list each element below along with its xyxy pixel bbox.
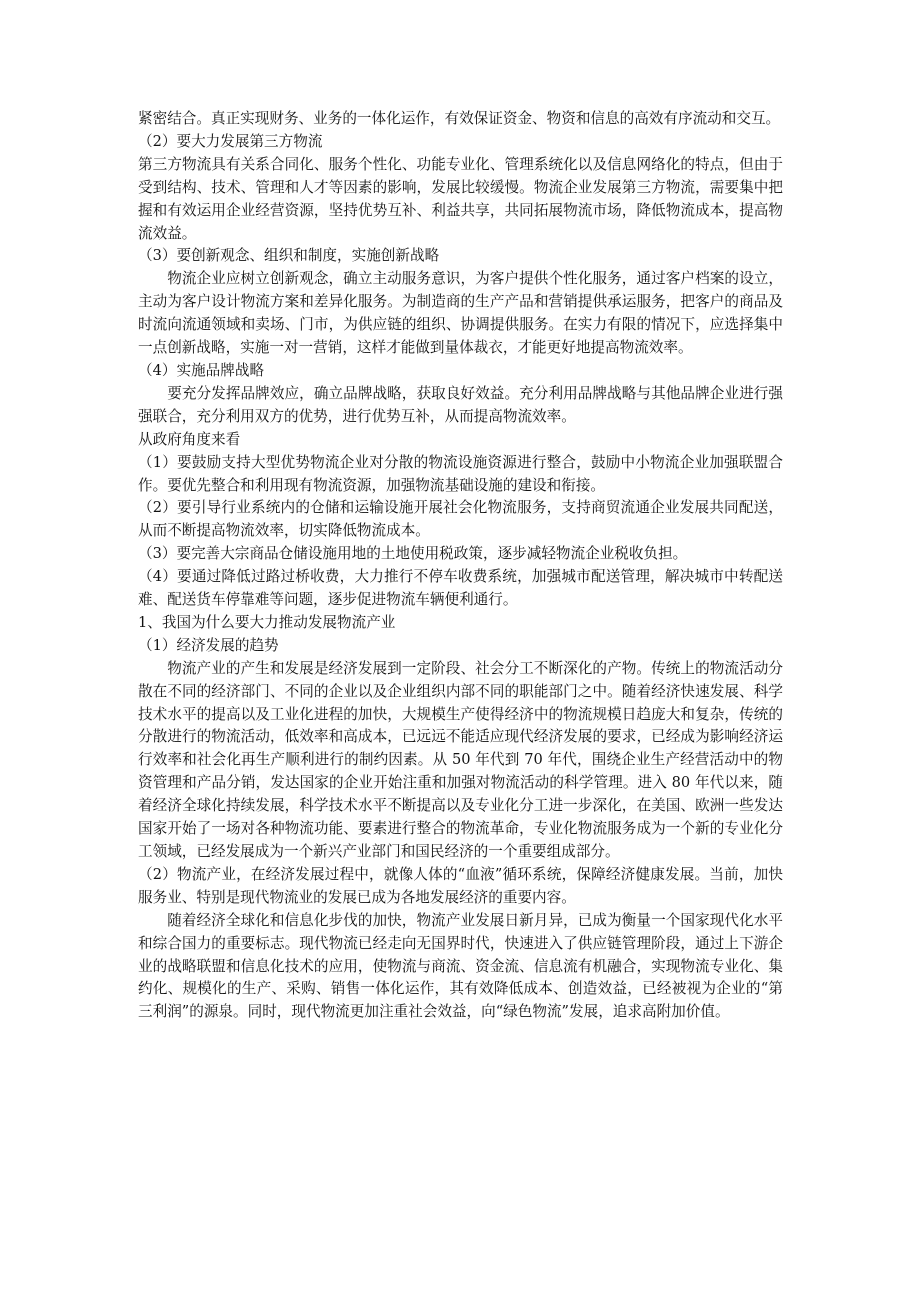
heading-third-party-logistics: （2）要大力发展第三方物流	[138, 132, 323, 150]
paragraph-third-party-logistics: 第三方物流具有关系合同化、服务个性化、功能专业化、管理系统化以及信息网络化的特点，但由于受到结构、技术、管理和人才等因素的影响，发展比较缓慢。物流企业发展第三方物流，需要集中把握和有效运用企业经营资源，坚持优势互补、利益共享，共同拓展物流市场，降低物流成本，提高物流效益。	[138, 155, 783, 242]
list-item-gov-1: （1）要鼓励支持大型优势物流企业对分散的物流设施资源进行整合，鼓励中小物流企业加强联盟合作。要优先整合和利用现有物流资源，加强物流基础设施的建设和衔接。	[138, 453, 783, 494]
paragraph-blood-circulation: （2）物流产业，在经济发展过程中，就像人体的“血液”循环系统，保障经济健康发展。当前，加快服务业、特别是现代物流业的发展已成为各地发展经济的重要内容。	[138, 865, 783, 906]
section-heading-why-logistics: 1、我国为什么要大力推动发展物流产业	[138, 613, 396, 631]
paragraph-globalization: 随着经济全球化和信息化步伐的加快，物流产业发展日新月异，已成为衡量一个国家现代化水平和综合国力的重要标志。现代物流已经走向无国界时代，快速进入了供应链管理阶段，通过上下游企业的战略联盟和信息化技术的应用，使物流与商流、资金流、信息流有机融合，实现物流专业化、集约化、规模化的生产、采购、销售一体化运作，其有效降低成本、创造效益，已经被视为企业的“第三利润”的源泉。同时，现代物流更加注重社会效益，向“绿色物流”发展，追求高附加价值。	[138, 911, 783, 1021]
paragraph-continuation: 紧密结合。真正实现财务、业务的一体化运作，有效保证资金、物资和信息的高效有序流动和交互。	[138, 110, 781, 127]
heading-economic-trend: （1）经济发展的趋势	[138, 636, 279, 654]
heading-brand-strategy: （4）实施品牌战略	[138, 361, 265, 379]
paragraph-innovation-strategy: 物流企业应树立创新观念，确立主动服务意识，为客户提供个性化服务，通过客户档案的设立，主动为客户设计物流方案和差异化服务。为制造商的生产产品和营销提供承运服务，把客户的商品及时流向流通领域和卖场、门市，为供应链的组织、协调提供服务。在实力有限的情况下，应选择集中一点创新战略，实施一对一营销，这样才能做到量体裁衣，才能更好地提高物流效率。	[138, 270, 783, 357]
heading-government-perspective: 从政府角度来看	[138, 430, 241, 448]
heading-innovation-strategy: （3）要创新观念、组织和制度，实施创新战略	[138, 247, 440, 265]
document-page	[138, 108, 783, 1024]
list-item-gov-2: （2）要引导行业系统内的仓储和运输设施开展社会化物流服务，支持商贸流通企业发展共同配送，从而不断提高物流效率，切实降低物流成本。	[138, 499, 783, 540]
paragraph-brand-strategy: 要充分发挥品牌效应，确立品牌战略，获取良好效益。充分利用品牌战略与其他品牌企业进行强强联合，充分利用双方的优势，进行优势互补，从而提高物流效率。	[138, 384, 783, 425]
paragraph-economic-trend: 物流产业的产生和发展是经济发展到一定阶段、社会分工不断深化的产物。传统上的物流活动分散在不同的经济部门、不同的企业以及企业组织内部不同的职能部门之中。随着经济快速发展、科学技术水平的提高以及工业化进程的加快，大规模生产使得经济中的物流规模日趋庞大和复杂，传统的分散进行的物流活动，低效率和高成本，已远远不能适应现代经济发展的要求，已经成为影响经济运行效率和社会化再生产顺利进行的制约因素。从 50 年代到 70 年代，围绕企业生产经营活动中的物资管理和产品分销，发达国家的企业开始注重和加强对物流活动的科学管理。进入 80 年代以来，随着经济全球化持续发展，科学技术水平不断提高以及专业化分工进一步深化，在美国、欧洲一些发达国家开始了一场对各种物流功能、要素进行整合的物流革命，专业化物流服务成为一个新的专业化分工领域，已经发展成为一个新兴产业部门和国民经济的一个重要组成部分。	[138, 659, 783, 860]
list-item-gov-4: （4）要通过降低过路过桥收费，大力推行不停车收费系统，加强城市配送管理，解决城市中转配送难、配送货车停靠难等问题，逐步促进物流车辆便利通行。	[138, 568, 783, 609]
list-item-gov-3: （3）要完善大宗商品仓储设施用地的土地使用税政策，逐步减轻物流企业税收负担。	[138, 545, 688, 563]
